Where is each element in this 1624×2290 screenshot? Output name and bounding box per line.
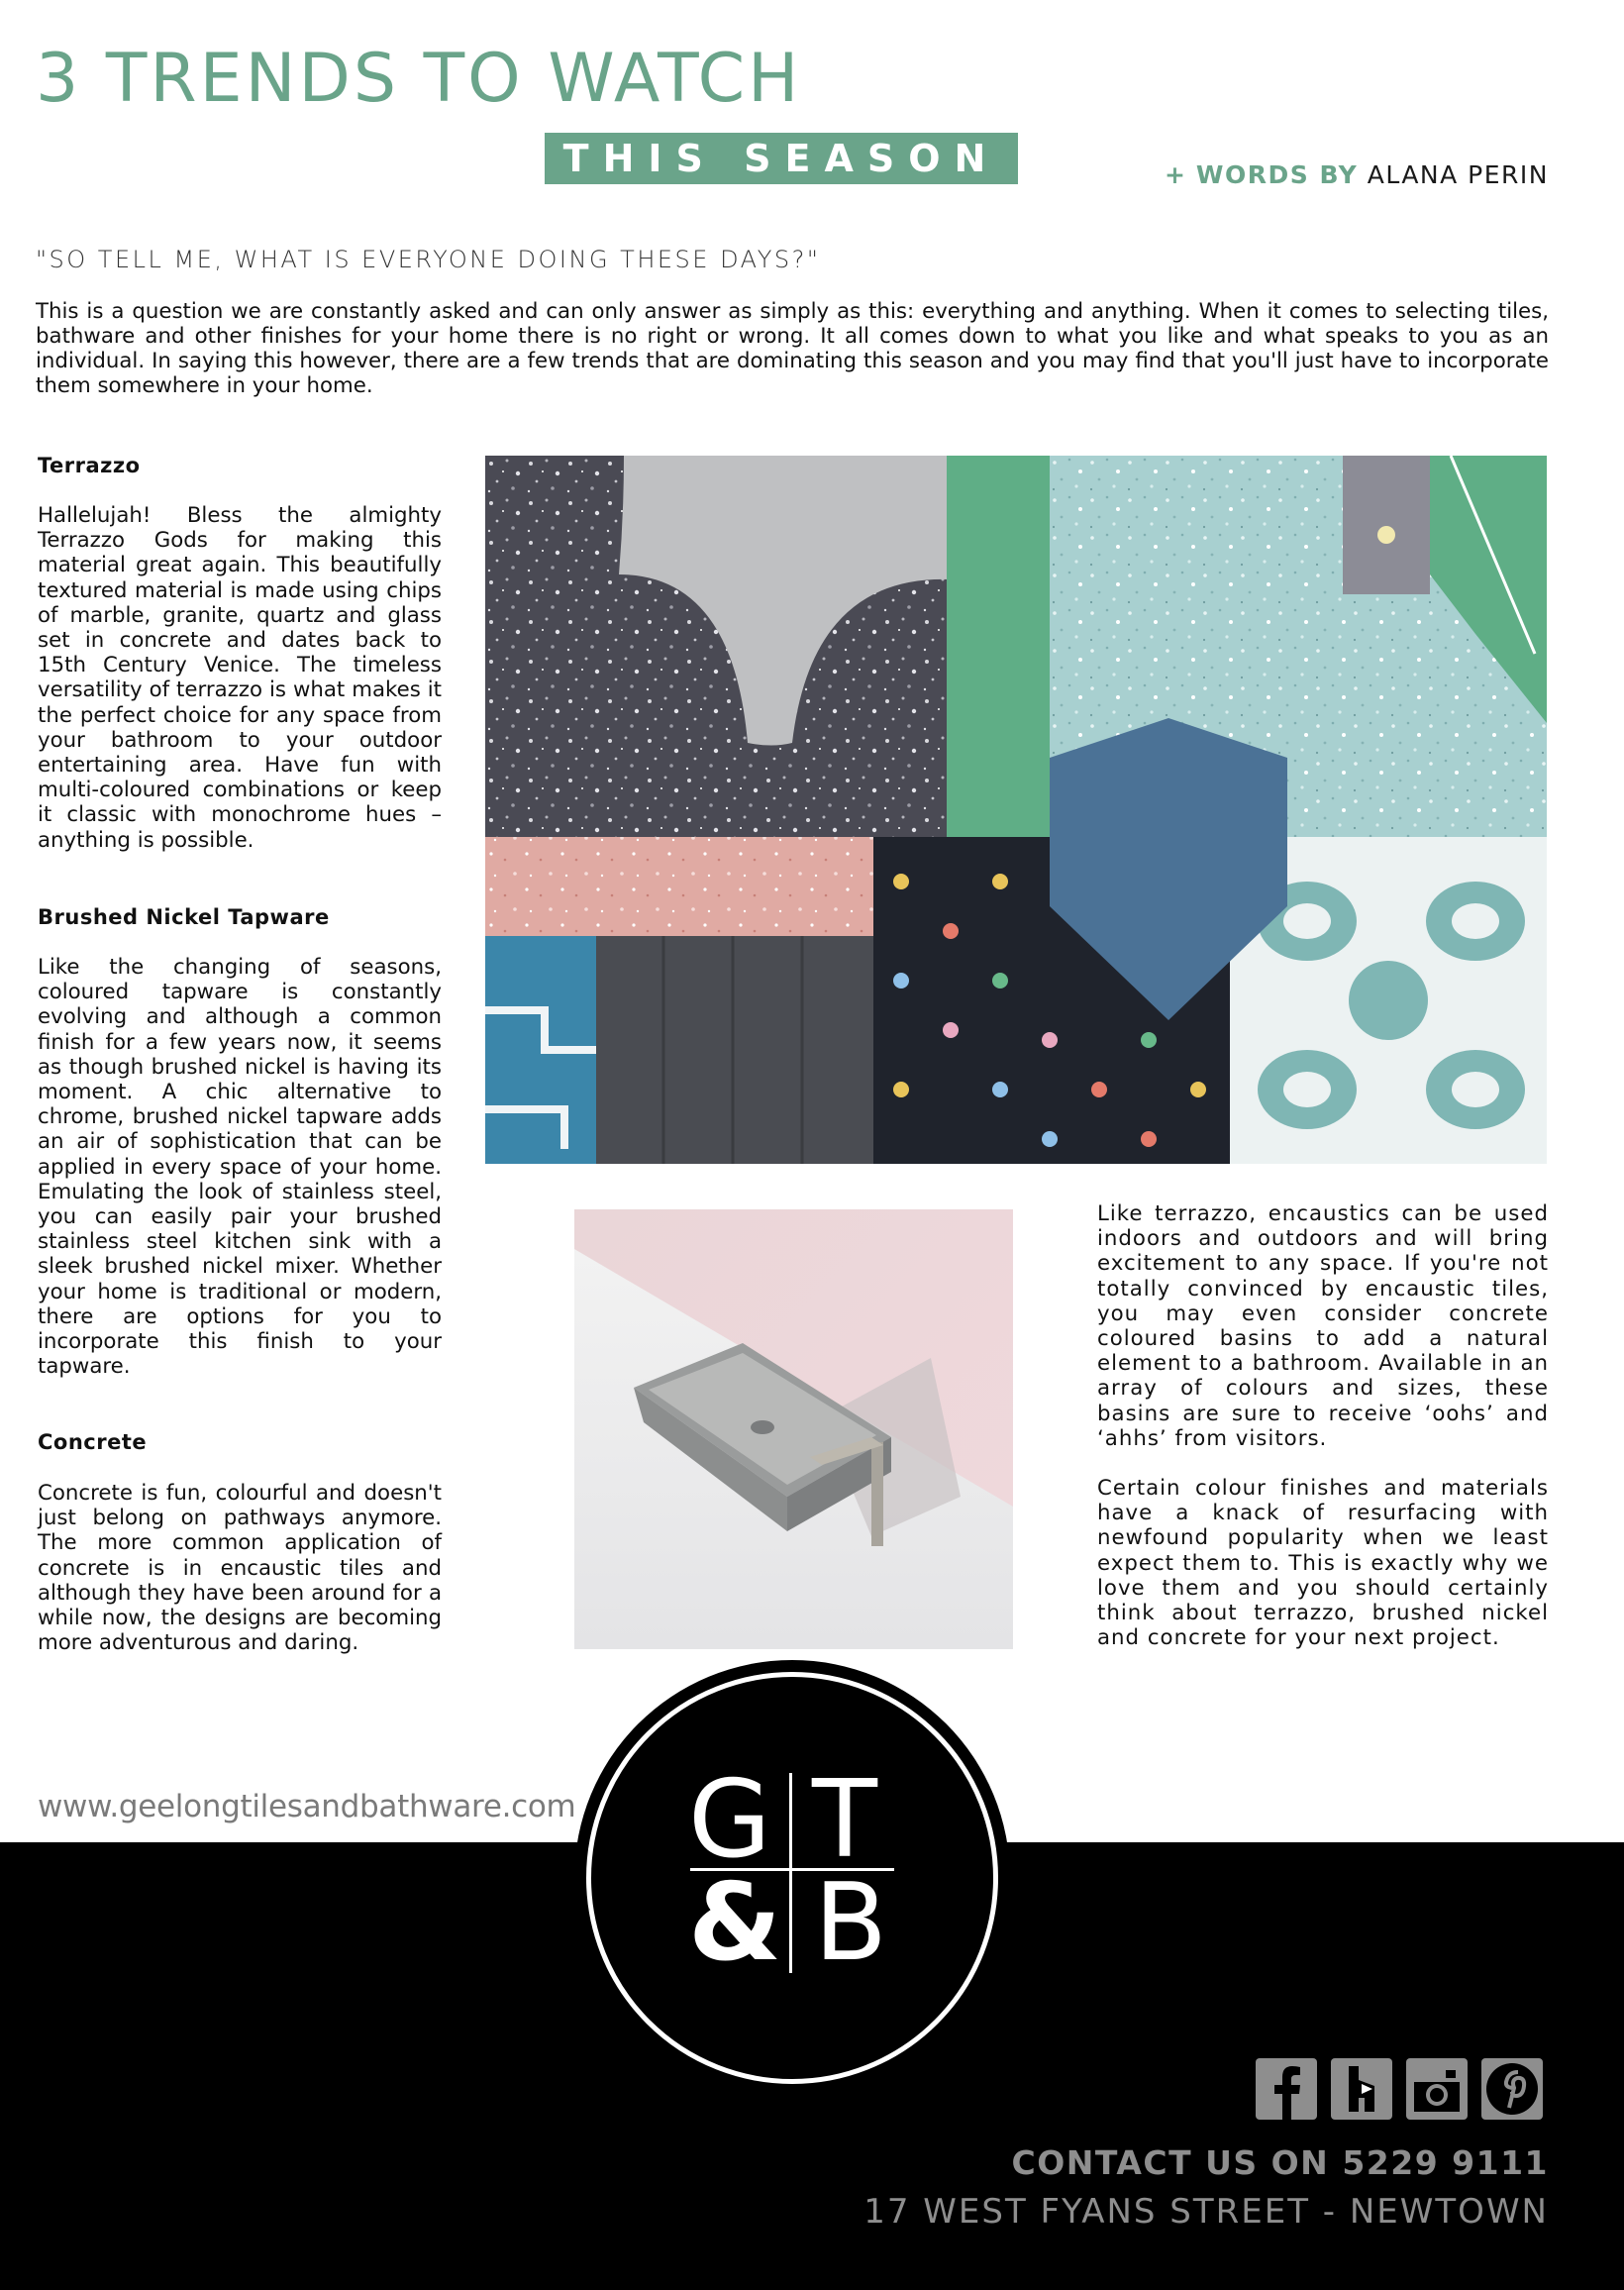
- contact-label: CONTACT US ON: [1011, 2143, 1330, 2182]
- terrazzo-heading: Terrazzo: [38, 454, 141, 477]
- logo-letter-g: G: [688, 1758, 771, 1882]
- contact-phone[interactable]: 5229 9111: [1342, 2143, 1549, 2182]
- address-line: 17 WEST FYANS STREET - NEWTOWN: [863, 2192, 1549, 2232]
- page-title: 3 TRENDS TO WATCH: [36, 40, 802, 118]
- logo-letter-b: B: [814, 1861, 888, 1985]
- nickel-heading: Brushed Nickel Tapware: [38, 905, 330, 929]
- concrete-basin-photo: [574, 1209, 1013, 1649]
- intro-paragraph: This is a question we are constantly asked and can only answer as simply as this: everything and anything. When it comes to selecting tiles, bathware and other finishes for your home there is no right or wrong. It all comes down to what you like and what speaks to you as an individual. In saying this however, there are a few trends that are dominating this season and you may find that you'll just have to incorporate them somewhere in your home.: [36, 299, 1549, 398]
- byline-label: WORDS BY: [1195, 160, 1359, 189]
- concrete-body: Concrete is fun, colourful and doesn't just belong on pathways anymore. The more common application of concrete is in encaustic tiles and although they have been around for a while now, the designs are becoming more adventurous and daring.: [38, 1481, 442, 1656]
- logo-letter-amp: &: [688, 1861, 782, 1985]
- logo-ring: [586, 1672, 998, 2084]
- logo-divider-vertical: [789, 1773, 792, 1973]
- byline: [1165, 160, 1549, 189]
- byline-plus: +: [1165, 160, 1187, 189]
- pinterest-icon[interactable]: [1481, 2058, 1543, 2120]
- right-body-1: Like terrazzo, encaustics can be used indoors and outdoors and will bring excitement to any space. If you're not totally convinced by encaustic tiles, you may even consider concrete coloured basins to add a natural element to a bathroom. Available in an array of colours and sizes, these basins are sure to receive ‘oohs’ and ‘ahhs’ from visitors.: [1097, 1201, 1549, 1451]
- byline-author: ALANA PERIN: [1367, 160, 1549, 189]
- pull-quote: "SO TELL ME, WHAT IS EVERYONE DOING THESE DAYS?": [36, 246, 821, 273]
- tile-collage-photo: [485, 456, 1547, 1164]
- facebook-icon[interactable]: [1256, 2058, 1317, 2120]
- page-subtitle-band: THIS SEASON: [545, 133, 1018, 184]
- contact-line: [1011, 2143, 1549, 2182]
- houzz-icon[interactable]: [1331, 2058, 1392, 2120]
- nickel-body: Like the changing of seasons, coloured tapware is constantly evolving and although a common finish for a few years now, it seems as though brushed nickel is having its moment. A chic alternative to chrome, brushed nickel tapware adds an air of sophistication that can be applied in every space of your home. Emulating the look of stainless steel, you can easily pair your brushed stainless steel kitchen sink with a sleek brushed nickel mixer. Whether your home is traditional or modern, there are options for you to incorporate this finish to your tapware.: [38, 955, 442, 1380]
- instagram-icon[interactable]: [1406, 2058, 1468, 2120]
- concrete-heading: Concrete: [38, 1430, 148, 1454]
- right-body-2: Certain colour finishes and materials have a knack of resurfacing with newfound popularity when we least expect them to. This is exactly why we love them and you should certainly think about terrazzo, brushed nickel and concrete for your next project.: [1097, 1476, 1549, 1651]
- terrazzo-body: Hallelujah! Bless the almighty Terrazzo Gods for making this material great again. This beautifully textured material is made using chips of marble, granite, quartz and glass set in concrete and dates back to 15th Century Venice. The timeless versatility of terrazzo is what makes it the perfect choice for any space from your bathroom to your outdoor entertaining area. Have fun with multi-coloured combinations or keep it classic with monochrome hues – anything is possible.: [38, 503, 442, 853]
- logo-letter-t: T: [812, 1758, 877, 1882]
- website-url[interactable]: www.geelongtilesandbathware.com: [38, 1789, 576, 1824]
